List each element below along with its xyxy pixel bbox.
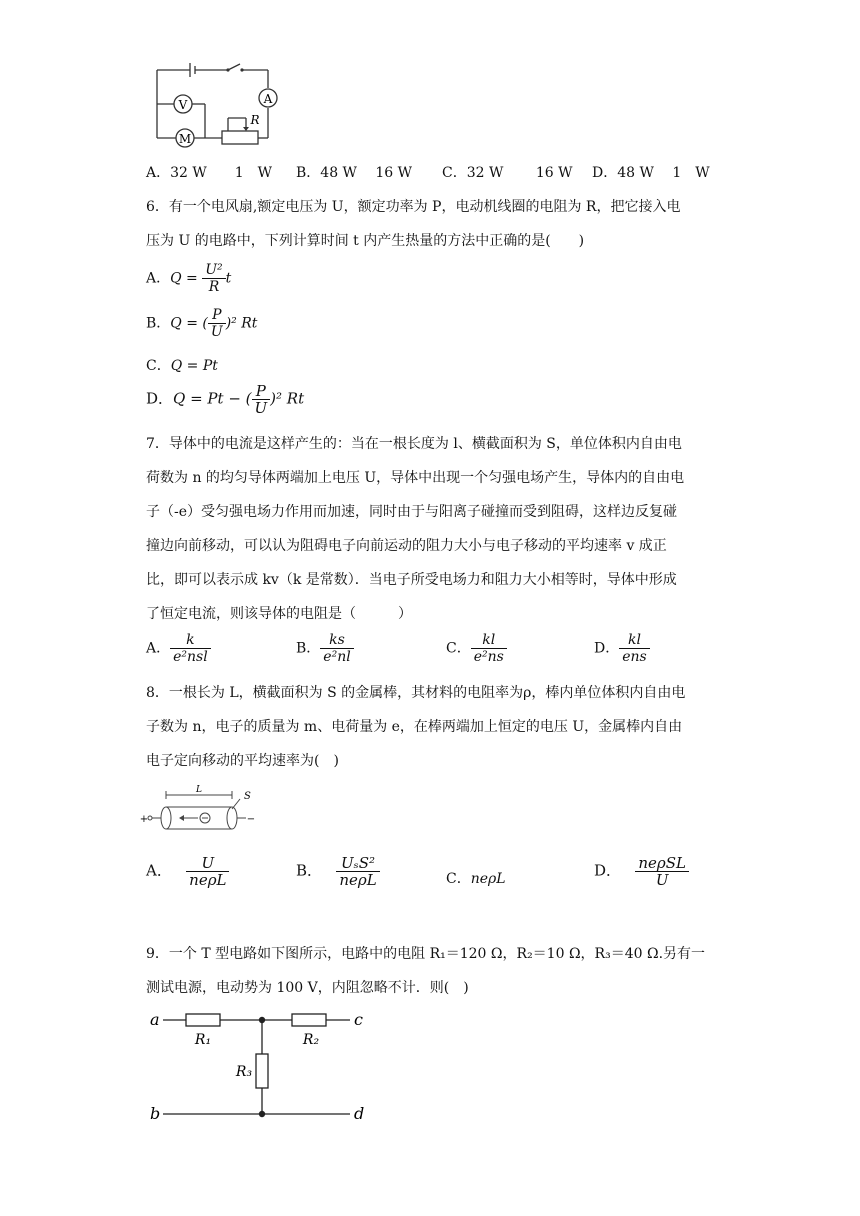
rheostat-label: R [250, 113, 260, 127]
q7-option-a[interactable]: A． $\frac{k}{\text{e²nsl}}$ [146, 632, 211, 665]
motor-label: M [178, 132, 192, 146]
q7-line-2: 荷数为 n 的均匀导体两端加上电压 U，导体中出现一个匀强电场产生，导体内的自由电 [146, 470, 685, 486]
q6-option-d[interactable]: D．Q = Pt − ( $\frac{P}{U}$ )² Rt [146, 382, 305, 417]
q7-line-4: 撞边向前移动，可以认为阻碍电子向前运动的阻力大小与电子移动的平均速率 v 成正 [146, 538, 667, 554]
q7-option-c[interactable]: C． $\frac{kl}{\text{e²ns}}$ [446, 632, 507, 665]
q5-option-d[interactable]: D．48 W 1 W [592, 165, 710, 181]
q7-line-5: 比，即可以表示成 kv（k 是常数）．当电子所受电场力和阻力大小相等时，导体中形成 [146, 572, 677, 588]
q8-line-2: 子数为 n，电子的质量为 m、电荷量为 e，在棒两端加上恒定的电压 U，金属棒内自由 [146, 719, 683, 735]
q6-stem-line-1: 6．有一个电风扇,额定电压为 U，额定功率为 P，电动机线圈的电阻为 R，把它接入电 [146, 199, 681, 215]
ammeter-label: A [263, 92, 273, 106]
q6-option-b[interactable]: B．Q = ( $\frac{P}{U}$ )² Rt [146, 307, 258, 340]
rod-length-label: L [196, 785, 202, 795]
q7-line-6: 了恒定电流，则该导体的电阻是（ ） [146, 606, 412, 622]
q5-option-a[interactable]: A．32 W 1 W [146, 165, 273, 181]
resistor-r1-label: R₁ [194, 1032, 212, 1048]
q6-option-a[interactable]: A．Q = $\frac{\text{U²}}{R}$ t [146, 262, 232, 295]
rod-minus-label: − [246, 814, 256, 825]
q8-b-fraction: $\frac{\text{UₛS²}}{\text{neρL}}$ [336, 855, 379, 888]
q8-line-3: 电子定向移动的平均速率为( ) [146, 753, 339, 769]
q5-circuit-diagram [0, 0, 860, 160]
q8-option-a[interactable]: A． $\frac{U}{\text{neρL}}$ [146, 855, 229, 888]
q7-c-fraction: $\frac{kl}{\text{e²ns}}$ [471, 632, 507, 665]
q6-option-c[interactable]: C．Q = Pt [146, 358, 218, 374]
q8-a-fraction: $\frac{U}{\text{neρL}}$ [186, 855, 229, 888]
q6-stem-line-2: 压为 U 的电路中，下列计算时间 t 内产生热量的方法中正确的是( ) [146, 233, 585, 249]
q7-a-fraction: $\frac{k}{\text{e²nsl}}$ [170, 632, 211, 665]
q7-option-d[interactable]: D． $\frac{kl}{\text{ens}}$ [594, 632, 650, 665]
terminal-b-label: b [150, 1104, 161, 1123]
terminal-c-label: c [354, 1010, 363, 1029]
q7-line-1: 7．导体中的电流是这样产生的：当在一根长度为 l、横截面积为 S，单位体积内自由电 [146, 436, 682, 452]
resistor-r3-label: R₃ [235, 1064, 253, 1080]
q8-option-d[interactable]: D． $\frac{\text{neρSL}}{U}$ [594, 855, 689, 888]
q6-a-fraction: $\frac{\text{U²}}{R}$ [202, 262, 225, 295]
rod-area-label: S [244, 791, 251, 802]
q8-option-b[interactable]: B． $\frac{\text{UₛS²}}{\text{neρL}}$ [296, 855, 380, 888]
q7-line-3: 子（-e）受匀强电场力作用而加速，同时由于与阳离子碰撞而受到阻碍，这样边反复碰 [146, 504, 678, 520]
terminal-d-label: d [354, 1104, 365, 1123]
q5-option-b[interactable]: B．48 W 16 W [296, 165, 413, 181]
q9-line-2: 测试电源，电动势为 100 V，内阻忽略不计．则( ) [146, 980, 469, 996]
q5-options [146, 162, 826, 182]
q9-line-1: 9．一个 T 型电路如下图所示，电路中的电阻 R₁＝120 Ω，R₂＝10 Ω，R₃＝40 Ω.另有一 [146, 946, 706, 962]
q7-d-fraction: $\frac{kl}{\text{ens}}$ [619, 632, 650, 665]
terminal-a-label: a [150, 1010, 160, 1029]
voltmeter-label: V [178, 98, 188, 112]
q8-line-1: 8．一根长为 L，横截面积为 S 的金属棒，其材料的电阻率为ρ，棒内单位体积内自由电 [146, 685, 686, 701]
q8-d-fraction: $\frac{\text{neρSL}}{U}$ [635, 855, 689, 888]
q8-option-c[interactable]: C．neρL [446, 871, 506, 887]
q7-option-b[interactable]: B． $\frac{ks}{\text{e²nl}}$ [296, 632, 354, 665]
resistor-r2-label: R₂ [302, 1032, 320, 1048]
q9-t-circuit-diagram [0, 1000, 860, 1130]
rod-plus-label: + [139, 814, 149, 825]
q5-option-c[interactable]: C．32 W 16 W [442, 165, 573, 181]
q6-d-fraction: $\frac{P}{U}$ [252, 383, 271, 416]
q7-b-fraction: $\frac{ks}{\text{e²nl}}$ [320, 632, 353, 665]
q8-rod-diagram [0, 785, 860, 845]
q6-b-fraction: $\frac{P}{U}$ [208, 307, 226, 340]
